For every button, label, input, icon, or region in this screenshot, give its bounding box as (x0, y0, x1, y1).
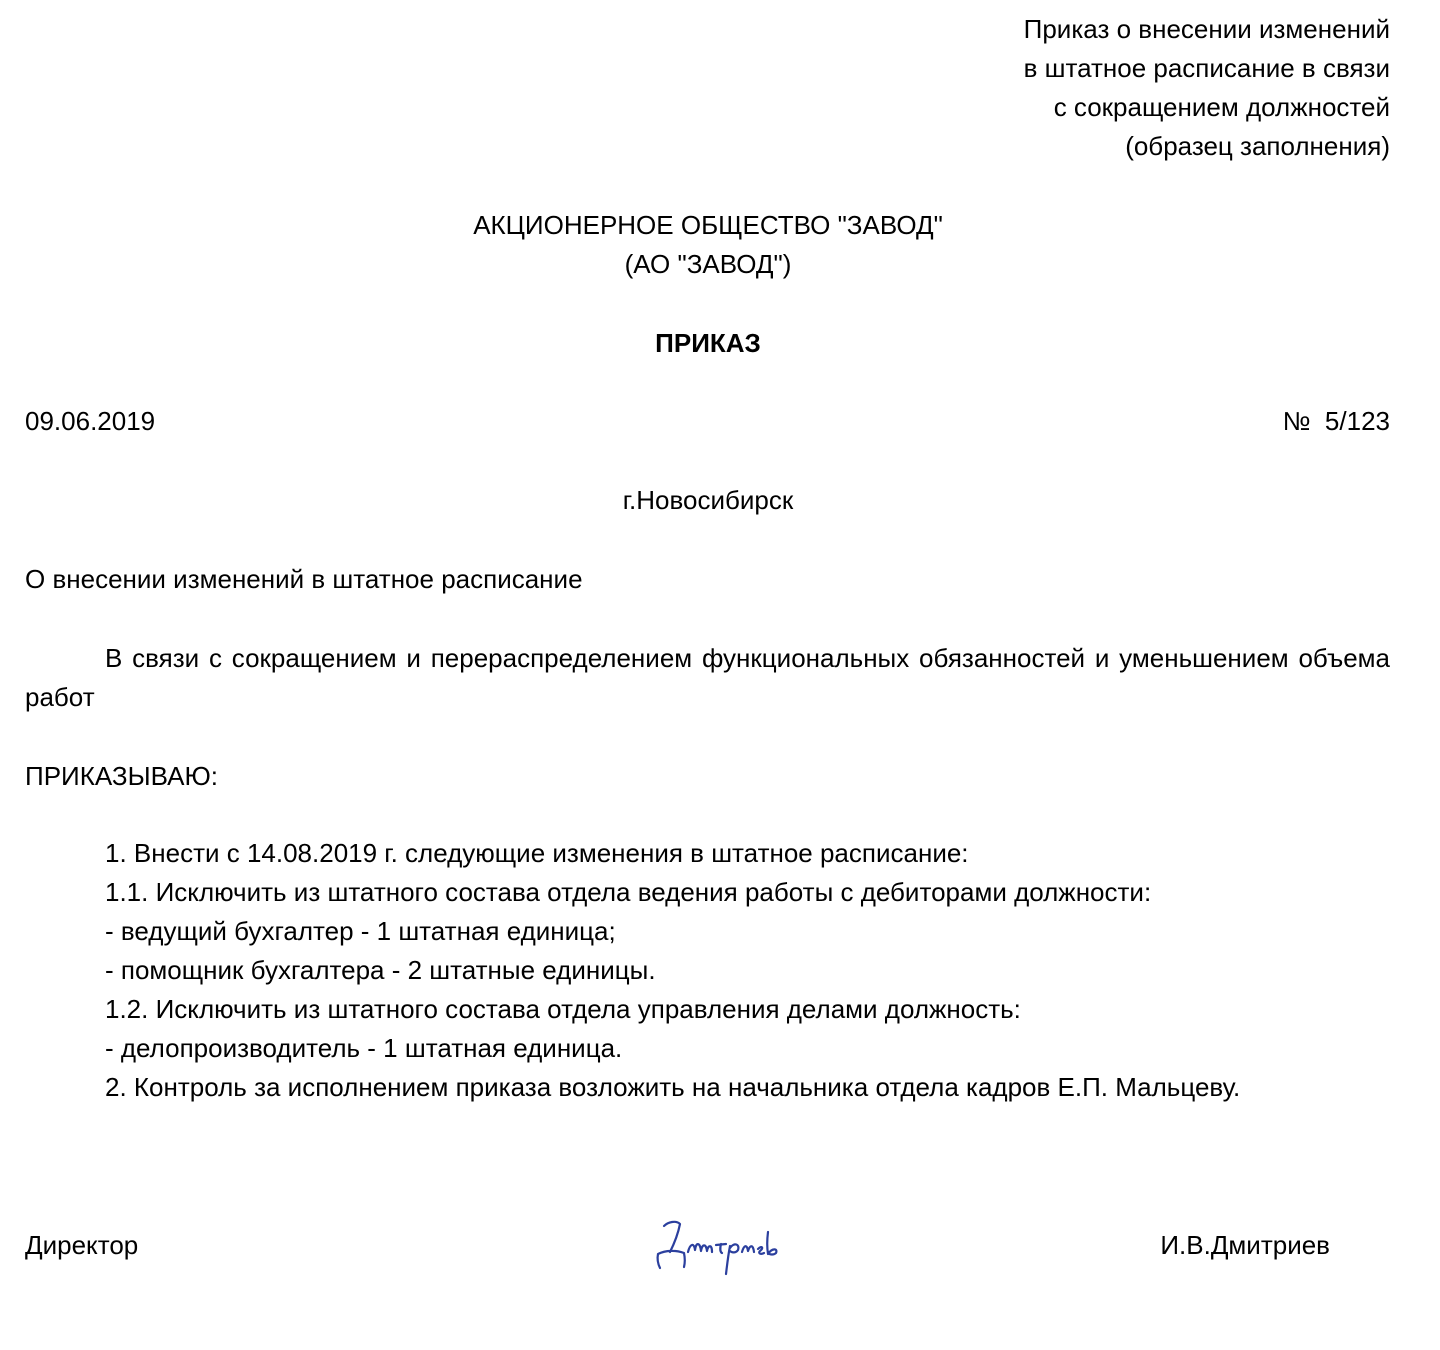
signature-strokes (658, 1222, 777, 1274)
signatory-name: И.В.Дмитриев (1160, 1230, 1330, 1260)
document-title: ПРИКАЗ (655, 328, 761, 358)
document-date: 09.06.2019 (25, 406, 156, 436)
organization-header (0, 206, 1416, 284)
order-clause: 1. Внести с 14.08.2019 г. следующие изменения в штатное расписание: (105, 838, 969, 868)
document-city: г.Новосибирск (622, 485, 794, 515)
organization-full-name: АКЦИОНЕРНОЕ ОБЩЕСТВО "ЗАВОД" (473, 210, 943, 240)
order-clauses (25, 834, 1390, 1107)
signature-scribble (650, 1212, 790, 1284)
caption-line: в штатное расписание в связи (1023, 53, 1390, 83)
order-clause: 1.2. Исключить из штатного состава отдела управления делами должность: (105, 994, 1021, 1024)
order-clause: 1.1. Исключить из штатного состава отдела ведения работы с дебиторами должности: (105, 877, 1152, 907)
order-word: ПРИКАЗЫВАЮ: (25, 761, 218, 791)
caption-line: с сокращением должностей (1053, 92, 1390, 122)
document-number: № 5/123 (1282, 406, 1390, 436)
signatory-role: Директор (25, 1230, 139, 1260)
order-clause: - ведущий бухгалтер - 1 штатная единица; (105, 916, 616, 946)
order-clause: - помощник бухгалтера - 2 штатные единицы. (105, 955, 656, 985)
organization-short-name: (АО "ЗАВОД") (624, 249, 792, 279)
document-subject: О внесении изменений в штатное расписание (25, 564, 583, 594)
handwritten-signature (650, 1212, 790, 1284)
document-preamble: В связи с сокращением и перераспределением функциональных обязанностей и уменьшением объема работ (25, 643, 1390, 712)
document-caption (870, 10, 1390, 166)
order-clause: 2. Контроль за исполнением приказа возложить на начальника отдела кадров Е.П. Мальцеву. (105, 1072, 1241, 1102)
order-clause: - делопроизводитель - 1 штатная единица. (105, 1033, 623, 1063)
caption-line: (образец заполнения) (1125, 131, 1390, 161)
caption-line: Приказ о внесении изменений (1023, 14, 1390, 44)
